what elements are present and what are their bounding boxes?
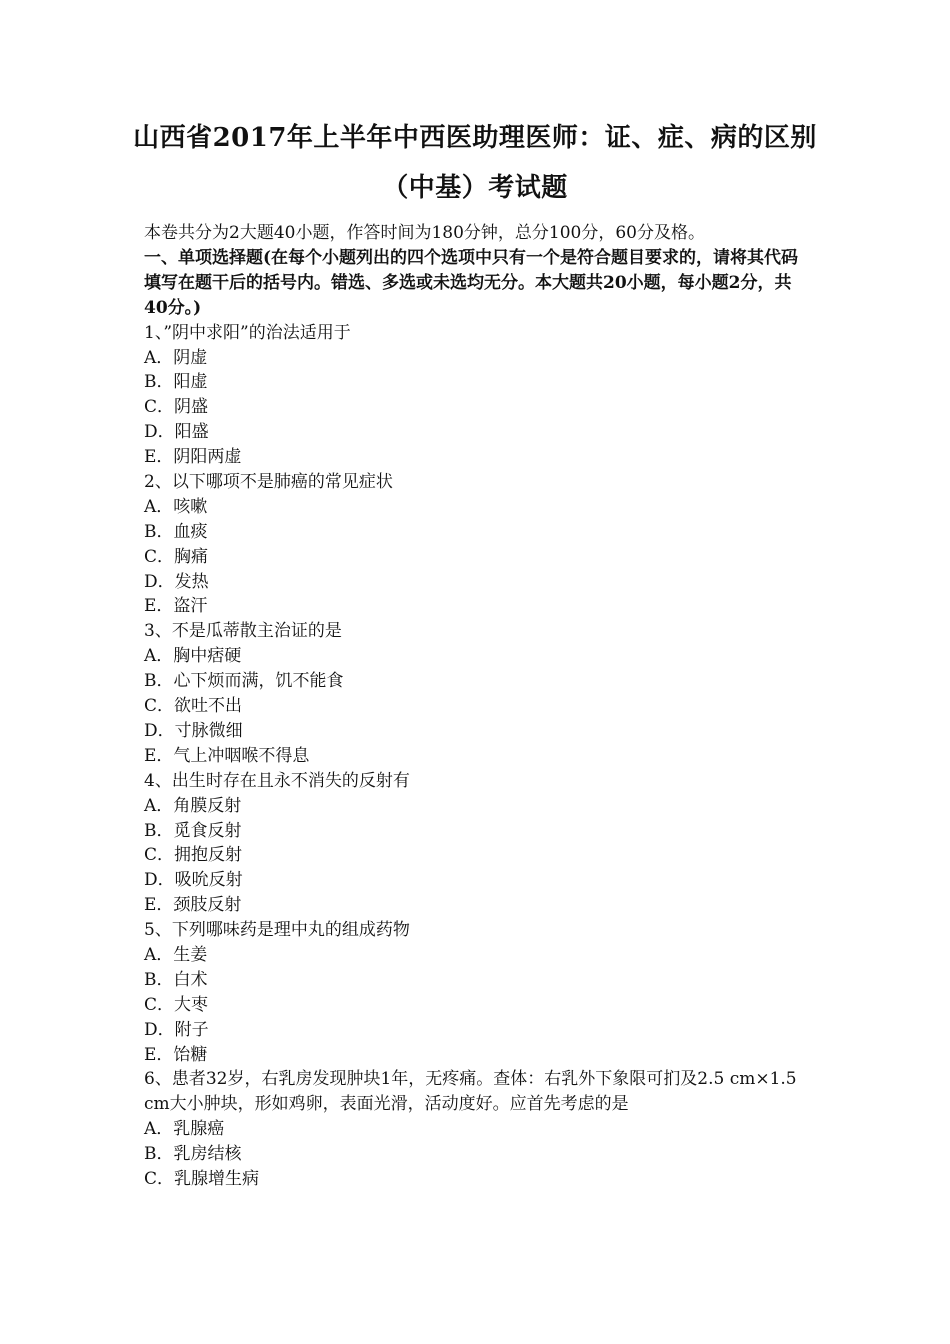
- question-text: 4、出生时存在且永不消失的反射有: [144, 770, 410, 791]
- question-text: 1、”阴中求阳”的治法适用于: [144, 322, 351, 343]
- option-item: D．附子: [144, 1019, 209, 1040]
- section-heading: 一、单项选择题(在每个小题列出的四个选项中只有一个是符合题目要求的，请将其代码填写在题干后的括号内。错选、多选或未选均无分。本大题共20小题，每小题2分，共40分。): [144, 247, 799, 318]
- question-text: 5、下列哪味药是理中丸的组成药物: [144, 920, 410, 941]
- document-body: [144, 221, 809, 1192]
- option-item: D．阳盛: [144, 422, 209, 443]
- option-item: E．阴阳两虚: [144, 447, 242, 468]
- option-item: A．咳嗽: [144, 496, 208, 517]
- option-item: A．胸中痞硬: [144, 646, 242, 667]
- option-item: E．颈肢反射: [144, 895, 242, 916]
- option-item: B．血痰: [144, 521, 208, 542]
- option-item: E．气上冲咽喉不得息: [144, 745, 310, 766]
- question-block: [144, 918, 809, 1067]
- option-item: D．寸脉微细: [144, 720, 243, 741]
- option-item: B．觅食反射: [144, 820, 242, 841]
- option-item: A．生姜: [144, 944, 208, 965]
- option-item: A．乳腺癌: [144, 1119, 225, 1140]
- option-item: B．乳房结核: [144, 1144, 242, 1165]
- question-block: [144, 619, 809, 768]
- option-item: C．胸痛: [144, 546, 209, 567]
- option-item: A．阴虚: [144, 347, 208, 368]
- question-text: 6、患者32岁，右乳房发现肿块1年，无疼痛。查体：右乳外下象限可扪及2.5 cm×1.5 cm大小肿块，形如鸡卵，表面光滑，活动度好。应首先考虑的是: [144, 1069, 797, 1115]
- option-item: B．白术: [144, 969, 208, 990]
- question-text: 2、以下哪项不是肺癌的常见症状: [144, 471, 393, 492]
- option-item: E．饴糖: [144, 1044, 208, 1065]
- option-item: B．阳虚: [144, 372, 208, 393]
- document-title-line1: 山西省2017年上半年中西医助理医师：证、症、病的区别: [133, 123, 817, 153]
- option-item: C．阴盛: [144, 397, 209, 418]
- option-item: D．吸吮反射: [144, 870, 243, 891]
- exam-intro: 本卷共分为2大题40小题，作答时间为180分钟，总分100分，60分及格。: [144, 223, 705, 243]
- option-item: C．乳腺增生病: [144, 1169, 260, 1190]
- question-block: [144, 470, 809, 619]
- option-item: C．拥抱反射: [144, 845, 243, 866]
- option-item: A．角膜反射: [144, 795, 242, 816]
- option-item: B．心下烦而满，饥不能食: [144, 671, 344, 692]
- question-block: [144, 769, 809, 918]
- document-title-line2: （中基）考试题: [382, 173, 568, 203]
- option-item: D．发热: [144, 571, 209, 592]
- question-block: [144, 1067, 809, 1191]
- question-text: 3、不是瓜蒂散主治证的是: [144, 621, 342, 642]
- option-item: E．盗汗: [144, 596, 208, 617]
- option-item: C．欲吐不出: [144, 696, 243, 717]
- option-item: C．大枣: [144, 994, 209, 1015]
- question-block: [144, 321, 809, 470]
